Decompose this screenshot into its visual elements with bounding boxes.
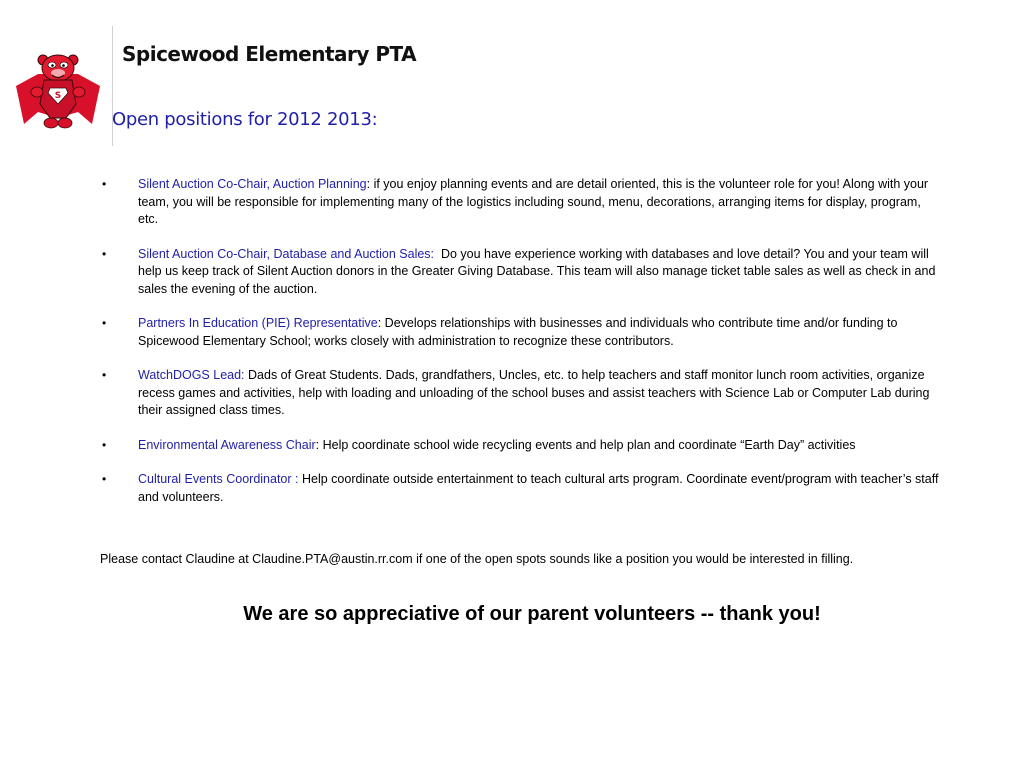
- position-description: Dads of Great Students. Dads, grandfathers, Uncles, etc. to help teachers and staff monitor lunch room activities, organize recess games and activities, help with loading and unloading of the school buses and assist teachers with Science Lab or Computer Lab during their assigned class times.: [138, 368, 930, 417]
- thank-you-message: We are so appreciative of our parent volunteers -- thank you!: [243, 603, 821, 625]
- position-title: Silent Auction Co-Chair, Auction Planning: [138, 177, 367, 191]
- bullet-icon: •: [102, 316, 107, 330]
- title-separator: :: [366, 177, 374, 191]
- section-heading: Open positions for 2012 2013:: [112, 109, 378, 130]
- position-description: if you enjoy planning events and are detail oriented, this is the volunteer role for you! Along with your team, you will be responsible for implementing many of the logistics including sound, menu, decorations, arranging items for display, program, etc.: [138, 177, 929, 226]
- position-item: [100, 367, 940, 420]
- superhero-mascot-logo: [8, 52, 108, 132]
- title-separator: :: [377, 316, 385, 330]
- position-description: Help coordinate school wide recycling events and help plan and coordinate “Earth Day” activities: [322, 437, 856, 452]
- open-positions-list: [100, 176, 940, 523]
- bullet-icon: •: [102, 246, 107, 261]
- position-item: [100, 315, 940, 350]
- contact-paragraph: Please contact Claudine at Claudine.PTA@austin.rr.com if one of the open spots sounds like a position you would be interested in filling.: [100, 552, 854, 566]
- organization-title: Spicewood Elementary PTA: [122, 42, 417, 66]
- svg-text:S: S: [54, 91, 62, 101]
- bullet-icon: •: [102, 177, 107, 191]
- position-item: [100, 246, 940, 299]
- position-title: WatchDOGS Lead:: [138, 368, 245, 382]
- position-item: [100, 176, 940, 229]
- position-title: Silent Auction Co-Chair, Database and Auction Sales:: [138, 246, 435, 261]
- position-item: [100, 437, 940, 455]
- position-title: Cultural Events Coordinator :: [138, 472, 299, 486]
- position-title: Partners In Education (PIE) Representative: [138, 316, 378, 330]
- bullet-icon: •: [102, 472, 107, 486]
- bullet-icon: •: [102, 368, 107, 382]
- position-description: Develops relationships with businesses and individuals who contribute time and/or funding to Spicewood Elementary School; works closely with administration to recognize these contributors.: [138, 316, 898, 348]
- bullet-icon: •: [102, 437, 107, 452]
- title-separator: [434, 247, 441, 261]
- position-description: Do you have experience working with databases and love detail? You and your team will help us keep track of Silent Auction donors in the Greater Giving Database. This team will also manage ticket table sales as well as check in and sales the evening of the auction.: [138, 246, 936, 296]
- position-item: [100, 471, 940, 506]
- title-separator: :: [315, 437, 323, 452]
- position-description: Help coordinate outside entertainment to teach cultural arts program. Coordinate event/program with teacher’s staff and volunteers.: [138, 472, 939, 504]
- position-title: Environmental Awareness Chair: [138, 437, 316, 452]
